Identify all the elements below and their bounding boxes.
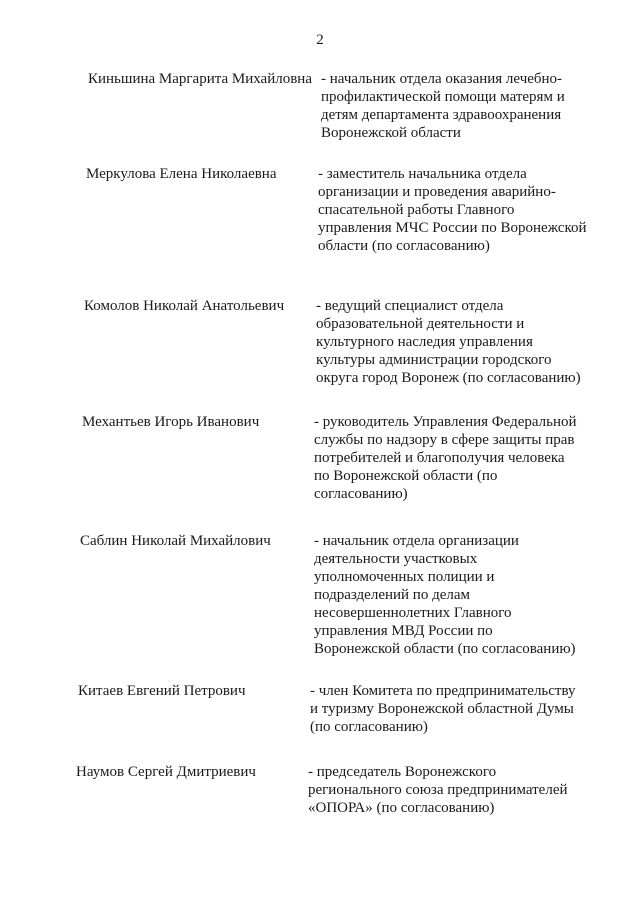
member-position: - член Комитета по предпринимательству и туризму Воронежской областной Думы (по согласованию) xyxy=(310,683,576,735)
member-position: - руководитель Управления Федеральной службы по надзору в сфере защиты прав потребителей и благополучия человека по Воронежской области (по согласованию) xyxy=(314,414,577,502)
page-number: 2 xyxy=(316,32,324,48)
member-position: - начальник отдела оказания лечебно- профилактической помощи матерям и детям департамента здравоохранения Воронежской области xyxy=(321,71,565,141)
member-name: Киньшина Маргарита Михайловна xyxy=(88,71,312,87)
member-position: - председатель Воронежского регионального союза предпринимателей «ОПОРА» (по согласованию) xyxy=(308,764,568,816)
member-position: - начальник отдела организации деятельности участковых уполномоченных полиции и подразделений по делам несовершеннолетних Главного управления МВД России по Воронежской области (по согласованию) xyxy=(314,533,576,657)
member-name: Наумов Сергей Дмитриевич xyxy=(76,764,256,780)
member-name: Саблин Николай Михайлович xyxy=(80,533,271,549)
member-name: Меркулова Елена Николаевна xyxy=(86,166,277,182)
member-name: Механтьев Игорь Иванович xyxy=(82,414,260,430)
member-name: Китаев Евгений Петрович xyxy=(78,683,246,699)
member-name: Комолов Николай Анатольевич xyxy=(84,298,285,314)
member-position: - заместитель начальника отдела организации и проведения аварийно- спасательной работы Главного управления МЧС России по Воронежской области (по согласованию) xyxy=(318,166,587,254)
member-position: - ведущий специалист отдела образовательной деятельности и культурного наследия управления культуры администрации городского округа город Воронеж (по согласованию) xyxy=(316,298,581,386)
